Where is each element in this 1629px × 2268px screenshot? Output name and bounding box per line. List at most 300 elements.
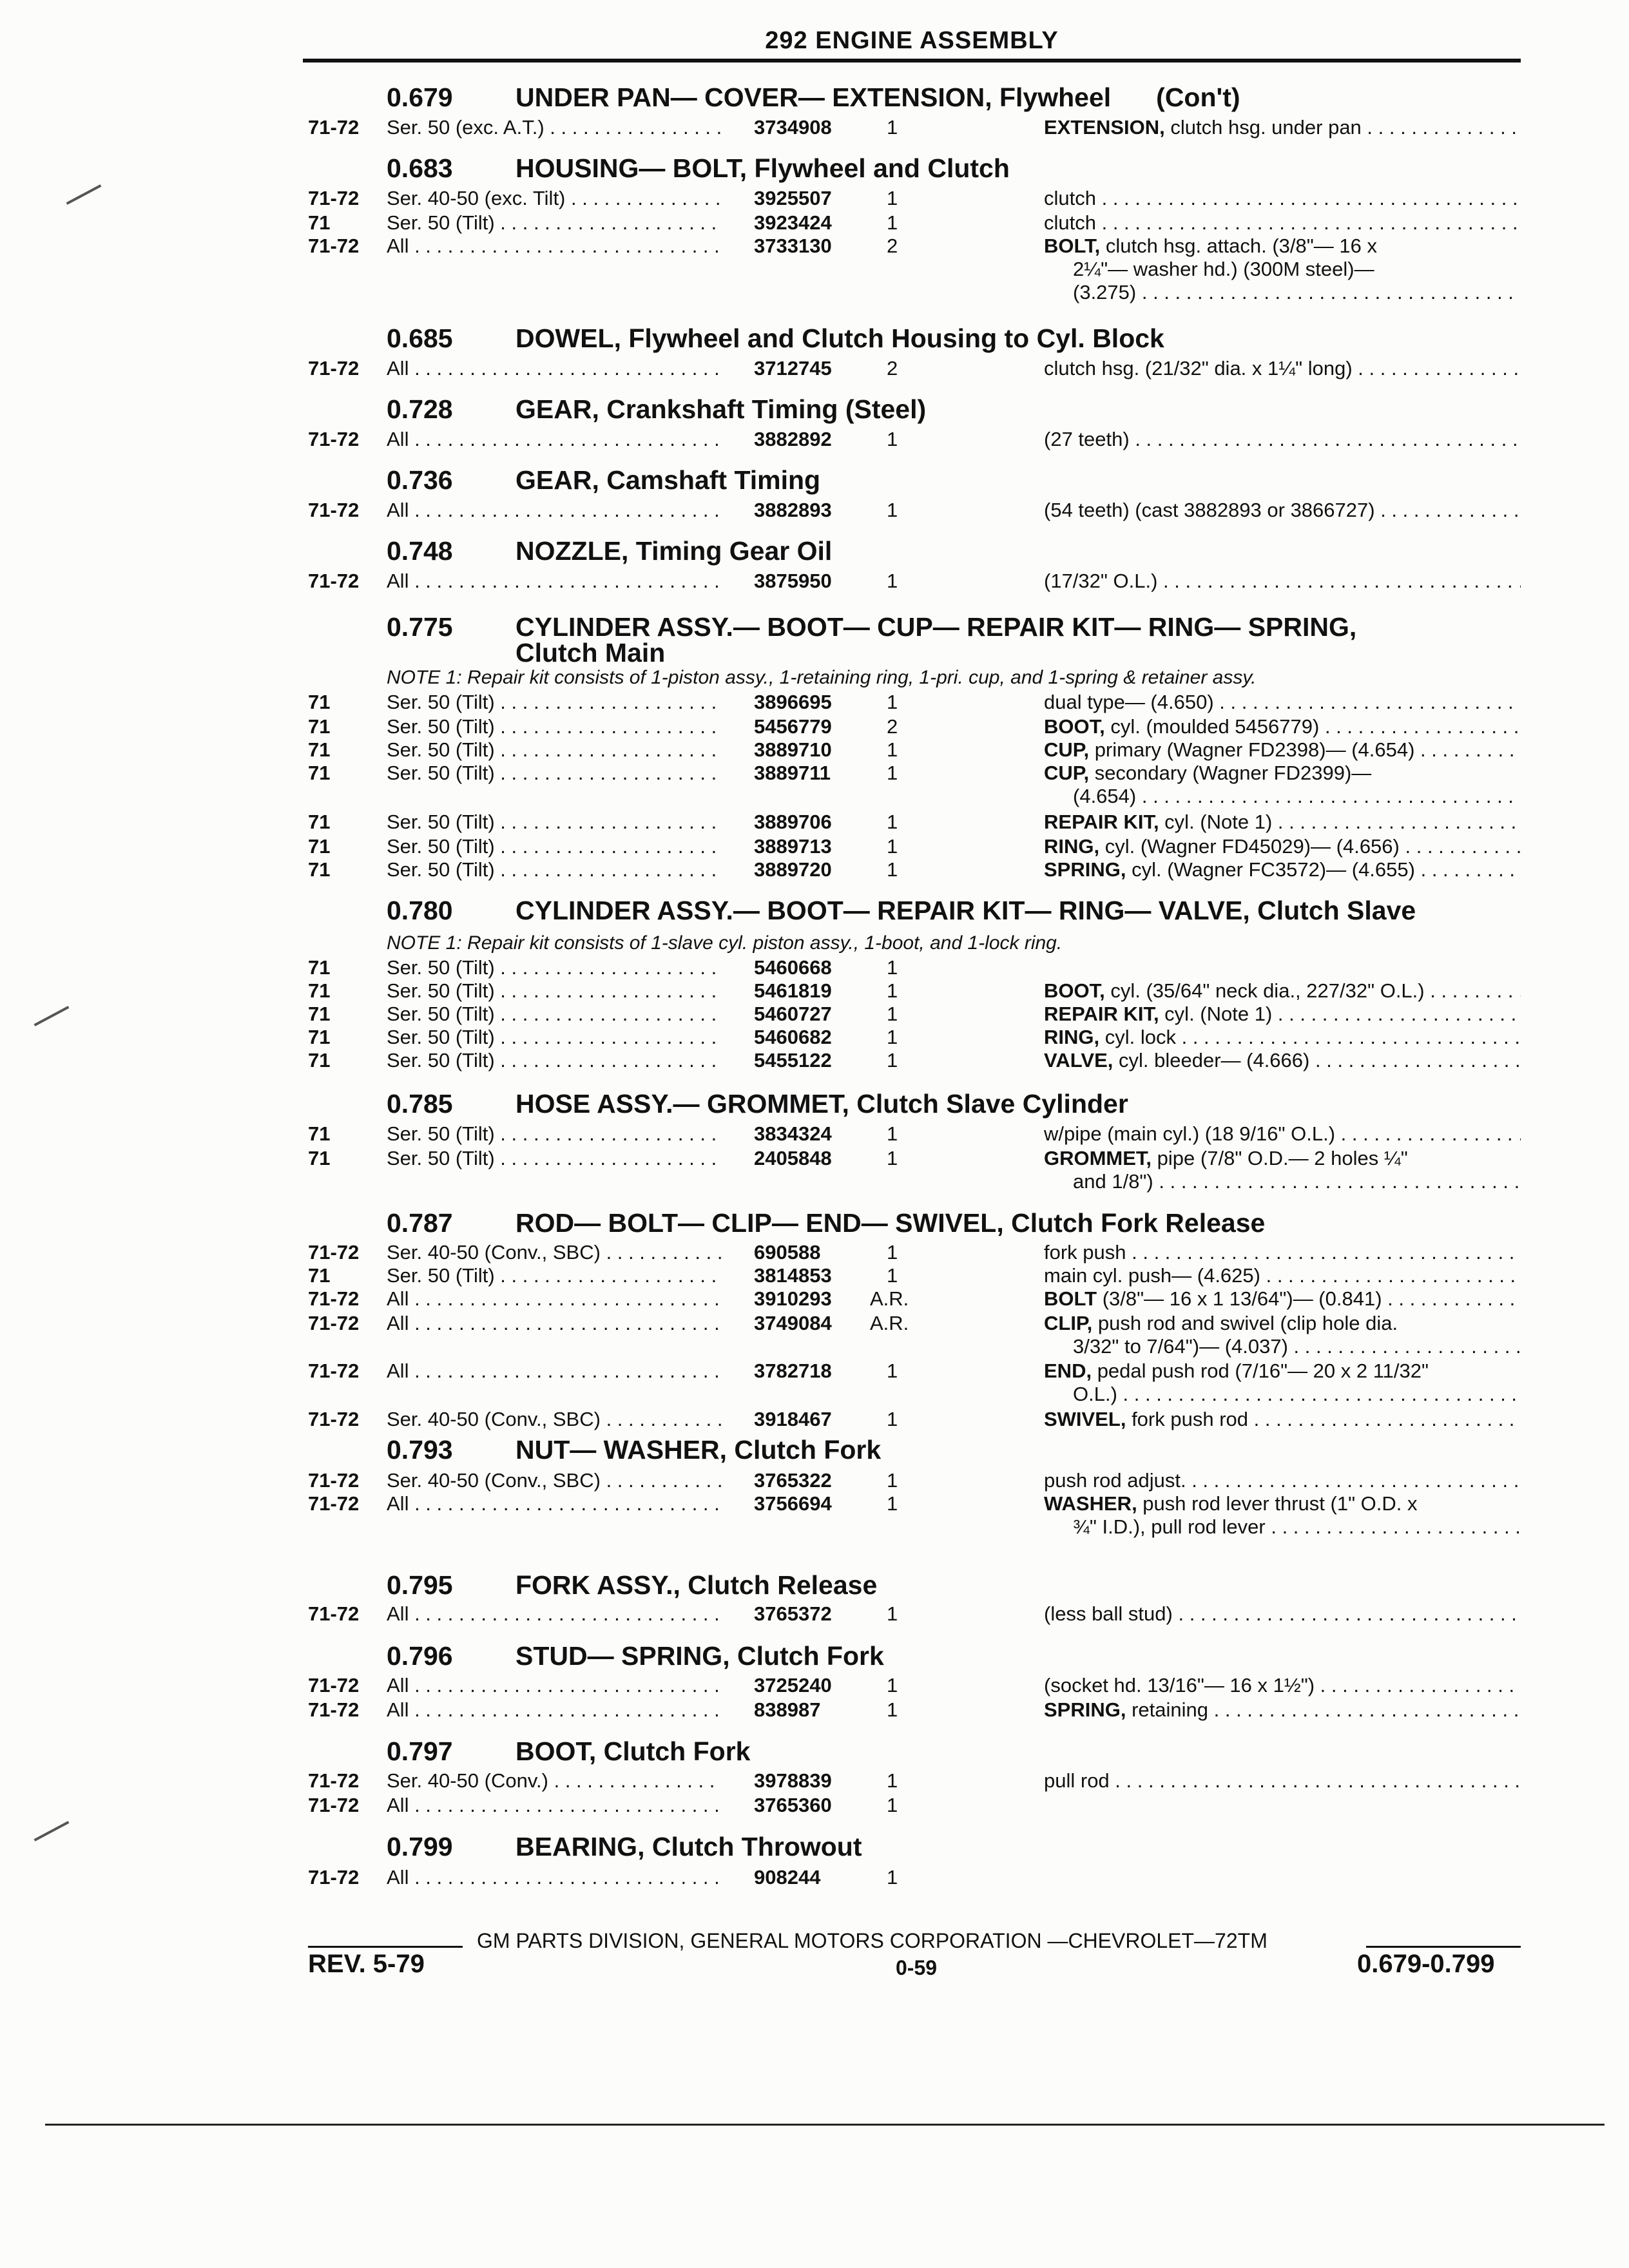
- part-number: 3889713: [754, 835, 832, 858]
- section-heading: [387, 896, 1416, 926]
- part-row: [0, 570, 1629, 593]
- quantity: 1: [887, 811, 898, 833]
- description-continued: [1073, 1383, 1521, 1406]
- part-number: 3896695: [754, 691, 832, 713]
- part-number: 3882892: [754, 428, 832, 450]
- model-years: 71-72: [308, 1674, 360, 1696]
- part-row: [0, 187, 1629, 210]
- part-row-continuation: [0, 1515, 1629, 1539]
- section-title: HOSE ASSY.— GROMMET, Clutch Slave Cylinder: [516, 1089, 1128, 1119]
- description-keyword: VALVE,: [1044, 1049, 1113, 1072]
- application: [387, 1312, 722, 1335]
- description-text: clutch: [1044, 211, 1096, 234]
- application-text: Ser. 50 (Tilt): [387, 1049, 495, 1072]
- description-text: ¾" I.D.), pull rod lever: [1073, 1515, 1266, 1538]
- section-heading: [387, 1736, 750, 1767]
- quantity: 1: [887, 835, 898, 858]
- model-years: 71: [308, 1049, 331, 1072]
- application-text: Ser. 50 (Tilt): [387, 738, 495, 761]
- description: [1044, 1360, 1521, 1383]
- quantity: 1: [887, 858, 898, 881]
- description: [1044, 811, 1521, 834]
- description-text: main cyl. push— (4.625): [1044, 1264, 1260, 1287]
- description-continued: [1073, 1170, 1521, 1193]
- description-text: push rod lever thrust (1" O.D. x: [1137, 1492, 1418, 1515]
- part-number: 3725240: [754, 1674, 832, 1696]
- part-number: 838987: [754, 1698, 821, 1721]
- description: [1044, 1602, 1521, 1626]
- part-row-continuation: [0, 785, 1629, 808]
- quantity: 1: [887, 1264, 898, 1287]
- description-keyword: CUP,: [1044, 762, 1090, 784]
- description-continued: [1073, 281, 1521, 304]
- quantity: A.R.: [870, 1287, 909, 1310]
- footer-publisher: GM PARTS DIVISION, GENERAL MOTORS CORPORATION —CHEVROLET—72TM: [477, 1929, 1268, 1952]
- application: [387, 1264, 722, 1287]
- part-number: 3925507: [754, 187, 832, 209]
- quantity: 1: [887, 570, 898, 592]
- description-text: clutch hsg. (21/32" dia. x 1¼" long): [1044, 357, 1353, 380]
- description-text: fork push: [1044, 1241, 1126, 1264]
- description-keyword: SPRING,: [1044, 1698, 1126, 1721]
- quantity: 1: [887, 979, 898, 1002]
- application: [387, 570, 722, 593]
- description: [1044, 357, 1521, 380]
- section-title: NUT— WASHER, Clutch Fork: [516, 1435, 882, 1465]
- application: [387, 1794, 722, 1817]
- application-text: All: [387, 1674, 409, 1696]
- punch-mark: [34, 1821, 70, 1841]
- part-row: [0, 1287, 1629, 1311]
- description-text: (4.654): [1073, 785, 1137, 807]
- model-years: 71: [308, 738, 331, 761]
- quantity: 1: [887, 1003, 898, 1025]
- section-code: 0.797: [387, 1736, 453, 1766]
- description: [1044, 979, 1521, 1003]
- description: [1044, 762, 1521, 785]
- part-row: [0, 116, 1629, 139]
- part-number: 3889720: [754, 858, 832, 881]
- part-row: [0, 1122, 1629, 1146]
- part-row: [0, 691, 1629, 714]
- description-text: cyl. (moulded 5456779): [1104, 715, 1320, 738]
- section-title: HOUSING— BOLT, Flywheel and Clutch: [516, 153, 1010, 183]
- part-row: [0, 1147, 1629, 1170]
- section-code: 0.736: [387, 465, 453, 495]
- part-row: [0, 1049, 1629, 1072]
- description: [1044, 187, 1521, 210]
- model-years: 71: [308, 762, 331, 784]
- application: [387, 1122, 722, 1146]
- model-years: 71-72: [308, 1287, 360, 1310]
- part-row: [0, 1492, 1629, 1515]
- quantity: 1: [887, 1769, 898, 1792]
- description-text: pull rod: [1044, 1769, 1110, 1792]
- description-text: cyl. (Note 1): [1159, 1003, 1273, 1025]
- application-text: Ser. 50 (Tilt): [387, 1264, 495, 1287]
- section-heading: [387, 1089, 1128, 1119]
- description: [1044, 691, 1521, 714]
- part-row: [0, 357, 1629, 380]
- quantity: 1: [887, 1698, 898, 1721]
- part-row: [0, 1469, 1629, 1492]
- part-row-continuation: [0, 1170, 1629, 1193]
- section-heading: [387, 465, 820, 495]
- section-heading: [387, 153, 1010, 184]
- part-row: [0, 956, 1629, 979]
- part-row-continuation: [0, 258, 1629, 281]
- application-text: Ser. 40-50 (Conv., SBC): [387, 1241, 601, 1264]
- description: [1044, 1264, 1521, 1287]
- description-keyword: REPAIR KIT,: [1044, 811, 1159, 833]
- part-row: [0, 235, 1629, 258]
- section-code: 0.785: [387, 1089, 453, 1119]
- part-number: 3875950: [754, 570, 832, 592]
- part-row: [0, 1360, 1629, 1383]
- quantity: 1: [887, 499, 898, 521]
- application-text: Ser. 40-50 (Conv., SBC): [387, 1469, 601, 1492]
- description: [1044, 1122, 1521, 1146]
- section-code: 0.793: [387, 1435, 453, 1465]
- section-heading: [387, 1570, 877, 1600]
- model-years: 71: [308, 979, 331, 1002]
- description: [1044, 570, 1521, 593]
- description-text: secondary (Wagner FD2399)—: [1089, 762, 1372, 784]
- description-text: push rod adjust.: [1044, 1469, 1186, 1492]
- description-continued: [1073, 258, 1521, 281]
- footer-range: 0.679-0.799: [1357, 1950, 1495, 1978]
- part-row: [0, 811, 1629, 834]
- section-code: 0.796: [387, 1641, 453, 1671]
- application: [387, 691, 722, 714]
- description-keyword: GROMMET,: [1044, 1147, 1152, 1169]
- description-text: (17/32" O.L.): [1044, 570, 1158, 592]
- application-text: Ser. 50 (exc. A.T.): [387, 116, 545, 139]
- description: [1044, 715, 1521, 738]
- quantity: 1: [887, 1360, 898, 1382]
- part-row: [0, 1794, 1629, 1817]
- part-number: 3834324: [754, 1122, 832, 1145]
- section-title: CYLINDER ASSY.— BOOT— CUP— REPAIR KIT— RING— SPRING,: [516, 612, 1357, 642]
- quantity: 1: [887, 1469, 898, 1492]
- part-number: 3923424: [754, 211, 832, 234]
- section-title: GEAR, Crankshaft Timing (Steel): [516, 394, 927, 424]
- application-text: Ser. 50 (Tilt): [387, 979, 495, 1002]
- description-continued: [1073, 785, 1521, 808]
- description: [1044, 1408, 1521, 1431]
- footer-revision: REV. 5-79: [308, 1950, 425, 1978]
- section-title: BOOT, Clutch Fork: [516, 1736, 751, 1766]
- quantity: 2: [887, 357, 898, 380]
- section-continued: (Con't): [1156, 82, 1240, 112]
- application: [387, 1866, 722, 1889]
- description: [1044, 1147, 1521, 1170]
- application-text: All: [387, 499, 409, 521]
- model-years: 71-72: [308, 570, 360, 592]
- part-number: 3910293: [754, 1287, 832, 1310]
- section-code: 0.775: [387, 612, 453, 642]
- description-keyword: EXTENSION,: [1044, 116, 1165, 139]
- description: [1044, 1003, 1521, 1026]
- part-number: 3734908: [754, 116, 832, 139]
- part-number: 3918467: [754, 1408, 832, 1430]
- part-row: [0, 1769, 1629, 1792]
- application: [387, 499, 722, 522]
- part-number: 5455122: [754, 1049, 832, 1072]
- section-heading: [387, 323, 1164, 354]
- part-row: [0, 1674, 1629, 1697]
- application-text: Ser. 50 (Tilt): [387, 835, 495, 858]
- description-keyword: REPAIR KIT,: [1044, 1003, 1159, 1025]
- part-number: 3889706: [754, 811, 832, 833]
- section-code: 0.780: [387, 896, 453, 925]
- quantity: 1: [887, 762, 898, 784]
- application: [387, 211, 722, 235]
- description-text: clutch: [1044, 187, 1096, 209]
- description-keyword: CLIP,: [1044, 1312, 1093, 1334]
- application: [387, 1003, 722, 1026]
- section-title: GEAR, Camshaft Timing: [516, 465, 821, 495]
- description-keyword: BOLT,: [1044, 235, 1101, 257]
- part-number: 3756694: [754, 1492, 832, 1515]
- application-text: Ser. 50 (Tilt): [387, 1122, 495, 1145]
- quantity: 1: [887, 691, 898, 713]
- quantity: A.R.: [870, 1312, 909, 1334]
- application: [387, 1026, 722, 1049]
- description-keyword: END,: [1044, 1360, 1092, 1382]
- description-keyword: WASHER,: [1044, 1492, 1137, 1515]
- description-text: fork push rod: [1126, 1408, 1248, 1430]
- description: [1044, 1287, 1521, 1311]
- description-text: (54 teeth) (cast 3882893 or 3866727): [1044, 499, 1375, 521]
- model-years: 71-72: [308, 1698, 360, 1721]
- description: [1044, 1674, 1521, 1697]
- part-number: 3782718: [754, 1360, 832, 1382]
- section-code: 0.683: [387, 153, 453, 183]
- section-title: ROD— BOLT— CLIP— END— SWIVEL, Clutch Fork Release: [516, 1208, 1266, 1238]
- description: [1044, 1026, 1521, 1049]
- application-text: Ser. 50 (Tilt): [387, 1147, 495, 1169]
- application-text: Ser. 50 (Tilt): [387, 1026, 495, 1048]
- model-years: 71: [308, 811, 331, 833]
- description-keyword: SPRING,: [1044, 858, 1126, 881]
- section-title-continued: Clutch Main: [516, 638, 666, 668]
- section-note: NOTE 1: Repair kit consists of 1-piston assy., 1-retaining ring, 1-pri. cup, and 1-spring & retainer assy.: [387, 667, 1257, 688]
- application-text: Ser. 50 (Tilt): [387, 691, 495, 713]
- quantity: 2: [887, 715, 898, 738]
- part-number: 3978839: [754, 1769, 832, 1792]
- description-keyword: BOOT,: [1044, 979, 1105, 1002]
- description-keyword: RING,: [1044, 1026, 1100, 1048]
- model-years: 71: [308, 1026, 331, 1048]
- description-keyword: SWIVEL,: [1044, 1408, 1126, 1430]
- application: [387, 116, 722, 139]
- part-number: 3889710: [754, 738, 832, 761]
- part-row: [0, 1698, 1629, 1722]
- quantity: 1: [887, 1602, 898, 1625]
- application: [387, 1360, 722, 1383]
- model-years: 71: [308, 1122, 331, 1145]
- section-code: 0.795: [387, 1570, 453, 1600]
- quantity: 1: [887, 187, 898, 209]
- application-text: Ser. 40-50 (Conv., SBC): [387, 1408, 601, 1430]
- model-years: 71-72: [308, 187, 360, 209]
- application: [387, 979, 722, 1003]
- description-text: cyl. (35/64" neck dia., 227/32" O.L.): [1104, 979, 1425, 1002]
- description: [1044, 235, 1521, 258]
- application-text: Ser. 40-50 (Conv.): [387, 1769, 548, 1792]
- application: [387, 762, 722, 785]
- quantity: 2: [887, 235, 898, 257]
- quantity: 1: [887, 1674, 898, 1696]
- model-years: 71: [308, 715, 331, 738]
- application: [387, 1147, 722, 1170]
- description-keyword: BOOT,: [1044, 715, 1105, 738]
- application: [387, 1769, 722, 1792]
- description-text: cyl. (Note 1): [1159, 811, 1273, 833]
- application: [387, 1408, 722, 1431]
- description-text: primary (Wagner FD2398)— (4.654): [1089, 738, 1415, 761]
- part-row: [0, 499, 1629, 522]
- part-number: 3712745: [754, 357, 832, 380]
- application-text: All: [387, 1698, 409, 1721]
- part-row: [0, 1241, 1629, 1264]
- application-text: Ser. 50 (Tilt): [387, 762, 495, 784]
- quantity: 1: [887, 1049, 898, 1072]
- part-row: [0, 1312, 1629, 1335]
- quantity: 1: [887, 956, 898, 979]
- model-years: 71: [308, 858, 331, 881]
- description: [1044, 499, 1521, 522]
- description-keyword: CUP,: [1044, 738, 1090, 761]
- application-text: Ser. 50 (Tilt): [387, 211, 495, 234]
- quantity: 1: [887, 1241, 898, 1264]
- page-title: 292 ENGINE ASSEMBLY: [765, 27, 1059, 54]
- application: [387, 235, 722, 258]
- description: [1044, 858, 1521, 881]
- part-number: 3765322: [754, 1469, 832, 1492]
- model-years: 71-72: [308, 1492, 360, 1515]
- model-years: 71-72: [308, 1769, 360, 1792]
- part-number: 690588: [754, 1241, 821, 1264]
- quantity: 1: [887, 1492, 898, 1515]
- application-text: All: [387, 357, 409, 380]
- model-years: 71-72: [308, 1794, 360, 1816]
- part-row: [0, 762, 1629, 785]
- description-text: (3.275): [1073, 281, 1137, 303]
- description-text: 2¼"— washer hd.) (300M steel)—: [1073, 258, 1374, 280]
- description-keyword: BOLT: [1044, 1287, 1097, 1310]
- quantity: 1: [887, 428, 898, 450]
- application: [387, 1492, 722, 1515]
- application: [387, 428, 722, 451]
- part-row-continuation: [0, 281, 1629, 304]
- model-years: 71-72: [308, 428, 360, 450]
- part-number: 3765372: [754, 1602, 832, 1625]
- application-text: Ser. 40-50 (exc. Tilt): [387, 187, 566, 209]
- model-years: 71: [308, 1264, 331, 1287]
- description-text: w/pipe (main cyl.) (18 9/16" O.L.): [1044, 1122, 1336, 1145]
- description-text: cyl. (Wagner FC3572)— (4.655): [1126, 858, 1415, 881]
- description: [1044, 211, 1521, 235]
- model-years: 71-72: [308, 1866, 360, 1888]
- part-row: [0, 1026, 1629, 1049]
- application-text: All: [387, 1360, 409, 1382]
- description: [1044, 1698, 1521, 1722]
- model-years: 71-72: [308, 235, 360, 257]
- section-heading: [387, 394, 926, 425]
- application: [387, 1674, 722, 1697]
- part-row: [0, 428, 1629, 451]
- quantity: 1: [887, 738, 898, 761]
- model-years: 71-72: [308, 1360, 360, 1382]
- application-text: Ser. 50 (Tilt): [387, 1003, 495, 1025]
- model-years: 71: [308, 691, 331, 713]
- description-text: clutch hsg. attach. (3/8"— 16 x: [1100, 235, 1377, 257]
- section-note: NOTE 1: Repair kit consists of 1-slave cyl. piston assy., 1-boot, and 1-lock ring.: [387, 932, 1063, 954]
- section-code: 0.679: [387, 82, 453, 112]
- model-years: 71-72: [308, 116, 360, 139]
- description-text: push rod and swivel (clip hole dia.: [1092, 1312, 1398, 1334]
- application: [387, 858, 722, 881]
- description: [1044, 1312, 1521, 1335]
- application-text: All: [387, 1492, 409, 1515]
- description: [1044, 1049, 1521, 1072]
- section-title: UNDER PAN— COVER— EXTENSION, Flywheel: [516, 82, 1112, 112]
- section-heading: [387, 536, 832, 566]
- description-text: pedal push rod (7/16"— 20 x 2 11/32": [1092, 1360, 1429, 1382]
- part-number: 3765360: [754, 1794, 832, 1816]
- scan-edge-line: [45, 2124, 1605, 2126]
- header-rule: [303, 59, 1521, 62]
- quantity: 1: [887, 1122, 898, 1145]
- description-text: O.L.): [1073, 1383, 1117, 1405]
- application: [387, 1602, 722, 1626]
- model-years: 71: [308, 1147, 331, 1169]
- model-years: 71-72: [308, 1469, 360, 1492]
- part-row: [0, 211, 1629, 235]
- model-years: 71: [308, 956, 331, 979]
- application-text: All: [387, 1794, 409, 1816]
- application: [387, 835, 722, 858]
- section-title: DOWEL, Flywheel and Clutch Housing to Cyl. Block: [516, 323, 1164, 353]
- footer-rule-left: [308, 1946, 463, 1948]
- application: [387, 738, 722, 762]
- section-title: STUD— SPRING, Clutch Fork: [516, 1641, 884, 1671]
- section-code: 0.787: [387, 1208, 453, 1238]
- description-text: and 1/8"): [1073, 1170, 1153, 1193]
- application-text: All: [387, 1312, 409, 1334]
- description-text: (less ball stud): [1044, 1602, 1173, 1625]
- application: [387, 1469, 722, 1492]
- section-code: 0.748: [387, 536, 453, 566]
- application-text: Ser. 50 (Tilt): [387, 858, 495, 881]
- application-text: All: [387, 428, 409, 450]
- description-text: pipe (7/8" O.D.— 2 holes ¼": [1152, 1147, 1408, 1169]
- application-text: All: [387, 1602, 409, 1625]
- application: [387, 956, 722, 979]
- section-heading: [387, 1208, 1265, 1238]
- application-text: Ser. 50 (Tilt): [387, 715, 495, 738]
- application: [387, 1049, 722, 1072]
- part-row: [0, 1866, 1629, 1889]
- section-heading: [387, 82, 1240, 113]
- part-number: 3814853: [754, 1264, 832, 1287]
- part-number: 5456779: [754, 715, 832, 738]
- quantity: 1: [887, 1794, 898, 1816]
- section-title: FORK ASSY., Clutch Release: [516, 1570, 878, 1600]
- part-row: [0, 1408, 1629, 1431]
